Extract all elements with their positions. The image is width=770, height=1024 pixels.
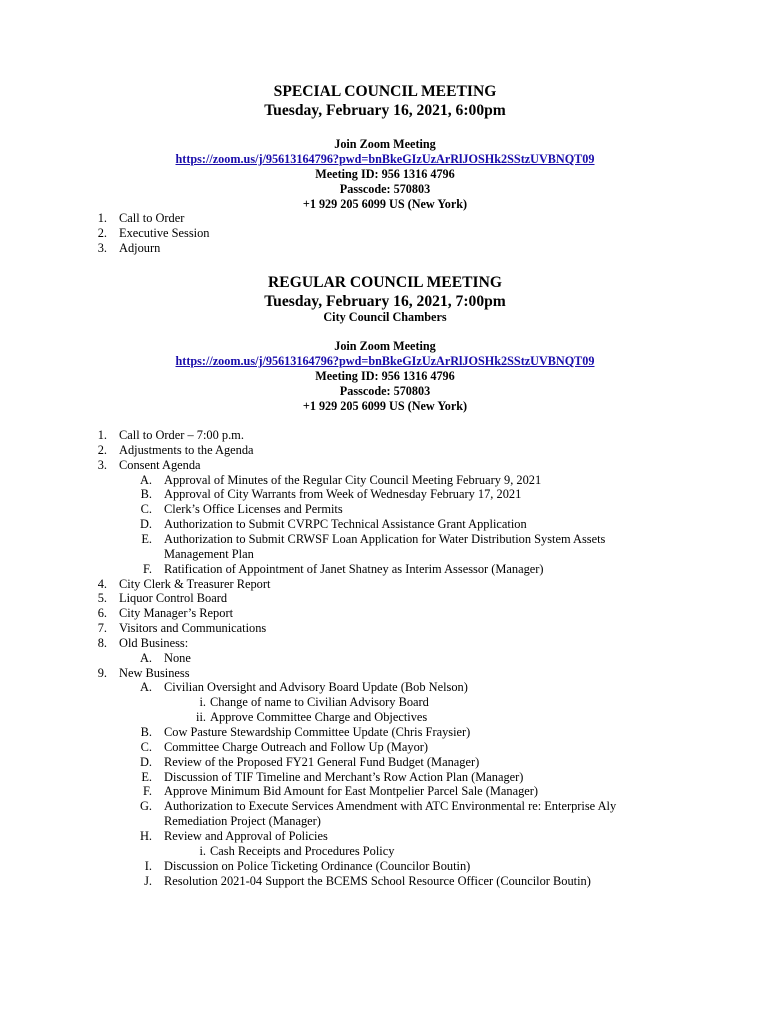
agenda-item-number: 5. <box>97 591 107 606</box>
agenda-item-number: D. <box>139 517 152 532</box>
special-zoom-join: Join Zoom Meeting <box>334 137 436 151</box>
agenda-item-text: Discussion of TIF Timeline and Merchant’s Row Action Plan (Manager) <box>164 769 524 784</box>
regular-zoom-link-row <box>0 354 770 369</box>
agenda-item-text: Review and Approval of Policies <box>164 828 328 843</box>
agenda-item-number: 9. <box>97 665 107 680</box>
agenda-item-number: A. <box>139 680 152 695</box>
list-item-text: Call to Order <box>119 211 185 225</box>
agenda-item-text: Management Plan <box>164 546 254 561</box>
regular-zoom-meeting-id: Meeting ID: 956 1316 4796 <box>315 369 455 383</box>
agenda-item-number: E. <box>141 769 152 784</box>
regular-zoom-passcode: Passcode: 570803 <box>339 384 431 398</box>
list-item-text: Adjourn <box>119 241 161 255</box>
agenda-item-text: Committee Charge Outreach and Follow Up (Mayor) <box>164 739 429 754</box>
list-item-number: 2. <box>97 226 107 240</box>
agenda-item-number: I. <box>144 858 152 873</box>
special-zoom-link-row <box>0 152 770 167</box>
agenda-item-text: Authorization to Execute Services Amendment with ATC Environmental re: Enterprise Aly <box>164 799 617 814</box>
special-zoom-passcode: Passcode: 570803 <box>339 182 431 196</box>
special-zoom-phone: +1 929 205 6099 US (New York) <box>302 197 468 211</box>
agenda-item-text: New Business <box>119 665 190 680</box>
agenda-item-number: i. <box>199 843 206 858</box>
agenda-item-number: A. <box>139 472 152 487</box>
agenda-item-text: Approve Committee Charge and Objectives <box>210 710 428 725</box>
agenda-item-text: City Clerk & Treasurer Report <box>119 576 271 591</box>
agenda-item-number: A. <box>139 650 152 665</box>
regular-meeting-datetime: Tuesday, February 16, 2021, 7:00pm <box>264 293 506 310</box>
agenda-item-number: ii. <box>196 710 206 725</box>
agenda-item-text: Call to Order – 7:00 p.m. <box>119 428 244 442</box>
agenda-item-number: E. <box>141 531 152 546</box>
agenda-item-number: 7. <box>97 621 107 636</box>
agenda-item-number: 3. <box>97 457 107 472</box>
agenda-item-text: Change of name to Civilian Advisory Board <box>210 695 429 710</box>
agenda-item-text: None <box>164 650 191 665</box>
agenda-item-text: Civilian Oversight and Advisory Board Update (Bob Nelson) <box>164 680 468 695</box>
agenda-item-number: 6. <box>97 606 107 621</box>
agenda-item-text: Resolution 2021-04 Support the BCEMS School Resource Officer (Councilor Boutin) <box>164 873 591 888</box>
special-zoom-meeting-id: Meeting ID: 956 1316 4796 <box>315 167 455 181</box>
agenda-item-text: Approval of Minutes of the Regular City Council Meeting February 9, 2021 <box>164 472 542 487</box>
regular-zoom-phone: +1 929 205 6099 US (New York) <box>302 399 468 413</box>
agenda-item-number: F. <box>143 784 152 799</box>
agenda-item-text: Clerk’s Office Licenses and Permits <box>164 502 343 517</box>
agenda-item-text: Ratification of Appointment of Janet Shatney as Interim Assessor (Manager) <box>164 561 544 576</box>
regular-zoom-link[interactable]: https://zoom.us/j/95613164796?pwd=bnBkeGIzUzArRlJOSHk2SStzUVBNQT09 <box>175 354 595 368</box>
agenda-item-number: 4. <box>97 576 107 591</box>
agenda-item-text: City Manager’s Report <box>119 606 234 621</box>
agenda-item-number: B. <box>140 487 152 502</box>
regular-meeting-location: City Council Chambers <box>323 310 447 324</box>
agenda-item-number: C. <box>140 739 152 754</box>
agenda-item-text: Authorization to Submit CRWSF Loan Application for Water Distribution System Assets <box>164 531 606 546</box>
agenda-item-number: G. <box>139 799 152 814</box>
regular-meeting-title: REGULAR COUNCIL MEETING <box>268 274 502 291</box>
agenda-item-number: C. <box>140 502 152 517</box>
agenda-item-text: Remediation Project (Manager) <box>164 814 321 829</box>
agenda-item-number: 8. <box>97 635 107 650</box>
agenda-item-text: Approve Minimum Bid Amount for East Montpelier Parcel Sale (Manager) <box>164 784 539 799</box>
agenda-item-text: Cow Pasture Stewardship Committee Update (Chris Fraysier) <box>164 725 471 739</box>
special-zoom-link[interactable]: https://zoom.us/j/95613164796?pwd=bnBkeGIzUzArRlJOSHk2SStzUVBNQT09 <box>175 152 595 166</box>
list-item-text: Executive Session <box>119 226 210 240</box>
agenda-item-text: Review of the Proposed FY21 General Fund Budget (Manager) <box>164 754 480 769</box>
agenda-item-text: Discussion on Police Ticketing Ordinance (Councilor Boutin) <box>164 858 471 873</box>
special-meeting-title: SPECIAL COUNCIL MEETING <box>273 83 497 100</box>
agenda-item-number: H. <box>139 828 152 843</box>
list-item-number: 3. <box>97 241 107 255</box>
agenda-item-number: F. <box>143 561 152 576</box>
agenda-item-text: Adjustments to the Agenda <box>119 442 254 457</box>
list-item-number: 1. <box>97 211 107 225</box>
special-meeting-datetime: Tuesday, February 16, 2021, 6:00pm <box>264 102 506 119</box>
agenda-item-text: Authorization to Submit CVRPC Technical Assistance Grant Application <box>164 517 527 532</box>
agenda-item-number: D. <box>139 754 152 769</box>
agenda-item-number: 1. <box>97 428 107 442</box>
agenda-item-text: Liquor Control Board <box>119 591 228 606</box>
agenda-item-text: Visitors and Communications <box>119 621 267 636</box>
agenda-item-text: Consent Agenda <box>119 457 201 472</box>
agenda-item-number: J. <box>144 873 152 888</box>
regular-zoom-join: Join Zoom Meeting <box>334 339 436 353</box>
agenda-item-text: Cash Receipts and Procedures Policy <box>210 843 395 858</box>
agenda-item-number: B. <box>140 725 152 739</box>
agenda-item-number: i. <box>199 695 206 710</box>
agenda-item-text: Old Business: <box>119 635 189 650</box>
agenda-item-number: 2. <box>97 442 107 457</box>
agenda-item-text: Approval of City Warrants from Week of Wednesday February 17, 2021 <box>164 487 522 502</box>
